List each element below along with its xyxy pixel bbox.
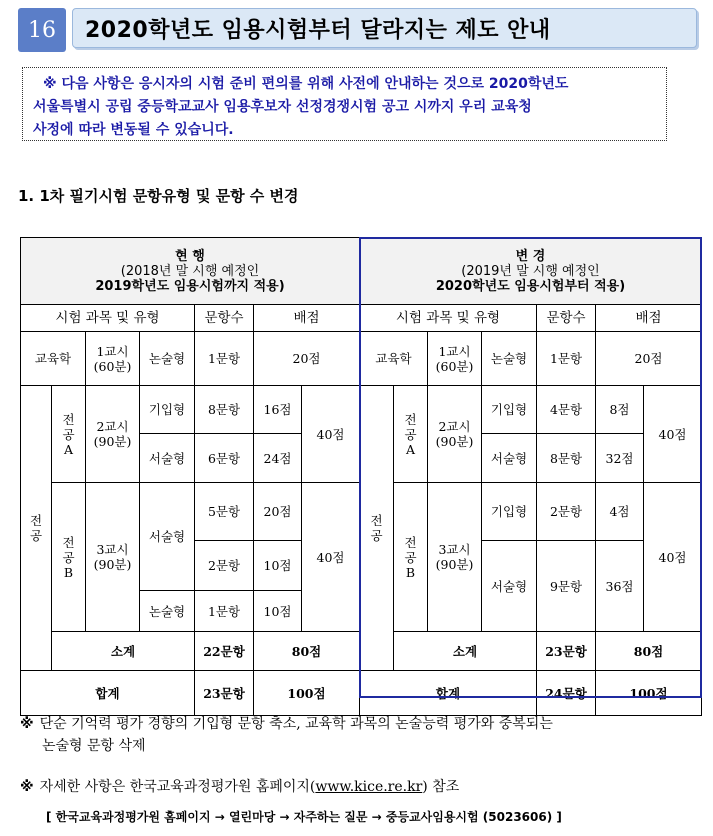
changed-total-score: 100점: [596, 671, 702, 716]
current-edu-count: 1문항: [195, 332, 254, 386]
navigation-path: [ 한국교육과정평가원 홈페이지 → 열린마당 → 자주하는 질문 → 중등교사임용시험 (5023606) ]: [46, 810, 562, 824]
kice-website-link[interactable]: www.kice.re.kr: [315, 779, 423, 795]
changed-major-b: 전 공 B: [394, 483, 428, 632]
current-total-score: 100점: [254, 671, 360, 716]
changed-period-a: [428, 386, 482, 483]
current-subtitle-1: (2018년 말 시행 예정인: [120, 263, 260, 279]
notice-line-1: ※ 다음 사항은 응시자의 시험 준비 편의를 위해 사전에 안내하는 것으로 2020학년도: [43, 76, 569, 92]
changed-edu-time: (60분): [435, 358, 474, 374]
current-time-a: (90분): [93, 434, 132, 449]
changed-edu-period-label: 1교시: [438, 343, 471, 359]
changed-subtotal-label: 소계: [394, 632, 537, 671]
changed-time-b: (90분): [435, 557, 474, 572]
current-b-count-1b: 2문항: [195, 541, 254, 591]
comparison-table: [20, 237, 702, 716]
changed-a-count-2: 8문항: [537, 434, 596, 483]
changed-subtitle-2: 2020학년도 임용시험부터 적용): [435, 278, 626, 294]
changed-time-a: (90분): [435, 434, 474, 449]
current-b-score-2: 10점: [254, 591, 302, 632]
current-a-score-1: 16점: [254, 386, 302, 434]
changed-title: 변 경: [515, 248, 546, 264]
changed-b-count-1: 2문항: [537, 483, 596, 541]
changed-a-score-1: 8점: [596, 386, 644, 434]
current-period-a-label: 2교시: [96, 419, 129, 434]
current-edu-subject: 교육학: [21, 332, 86, 386]
current-edu-period-label: 1교시: [96, 343, 129, 359]
current-b-score-1b: 10점: [254, 541, 302, 591]
changed-major-a: 전 공 A: [394, 386, 428, 483]
notice-box: [22, 67, 667, 141]
current-edu-period: [86, 332, 140, 386]
changed-period-b: [428, 483, 482, 632]
current-total-label: 합계: [21, 671, 195, 716]
changed-edu-score: 20점: [596, 332, 702, 386]
changed-a-type-1: 기입형: [482, 386, 537, 434]
note-2-mark: ※: [20, 779, 34, 795]
current-a-type-1: 기입형: [140, 386, 195, 434]
current-subtotal-score: 80점: [254, 632, 360, 671]
changed-edu-type: 논술형: [482, 332, 537, 386]
current-header: [21, 238, 360, 305]
changed-edu-subject: 교육학: [360, 332, 428, 386]
current-col-count: 문항수: [195, 305, 254, 332]
current-edu-type: 논술형: [140, 332, 195, 386]
current-title: 현 행: [175, 248, 205, 264]
changed-major: 전 공: [360, 386, 394, 671]
current-a-count-2: 6문항: [195, 434, 254, 483]
current-b-type-2: 논술형: [140, 591, 195, 632]
current-total-count: 23문항: [195, 671, 254, 716]
current-col-subject: 시험 과목 및 유형: [21, 305, 195, 332]
section-header: [18, 8, 699, 52]
current-major-a: 전 공 A: [52, 386, 86, 483]
current-subtotal-count: 22문항: [195, 632, 254, 671]
current-a-count-1: 8문항: [195, 386, 254, 434]
note-1: [20, 713, 553, 757]
changed-a-score-2: 32점: [596, 434, 644, 483]
current-time-b: (90분): [93, 557, 132, 572]
page-title: 2020학년도 임용시험부터 달라지는 제도 안내: [72, 8, 697, 48]
current-a-total: 40점: [302, 386, 360, 483]
current-b-score-1a: 20점: [254, 483, 302, 541]
current-b-total: 40점: [302, 483, 360, 632]
current-a-score-2: 24점: [254, 434, 302, 483]
note-1-line-2: 논술형 문항 삭제: [42, 738, 146, 754]
section-heading: 1. 1차 필기시험 문항유형 및 문항 수 변경: [18, 187, 299, 205]
changed-b-score-2: 36점: [596, 541, 644, 632]
changed-b-type-1: 기입형: [482, 483, 537, 541]
changed-a-type-2: 서술형: [482, 434, 537, 483]
note-2-prefix: 자세한 사항은 한국교육과정평가원 홈페이지(: [39, 779, 316, 795]
current-b-count-2: 1문항: [195, 591, 254, 632]
notice-line-3: 사정에 따라 변동될 수 있습니다.: [33, 122, 234, 138]
note-2-suffix: ) 참조: [422, 779, 460, 795]
current-subtitle-2: 2019학년도 임용시험까지 적용): [95, 278, 285, 294]
changed-edu-period: [428, 332, 482, 386]
changed-col-subject: 시험 과목 및 유형: [360, 305, 537, 332]
changed-col-count: 문항수: [537, 305, 596, 332]
current-period-a: [86, 386, 140, 483]
current-major-b: 전 공 B: [52, 483, 86, 632]
current-a-type-2: 서술형: [140, 434, 195, 483]
current-period-b: [86, 483, 140, 632]
changed-b-type-2: 서술형: [482, 541, 537, 632]
current-edu-time: (60분): [93, 358, 132, 374]
current-edu-score: 20점: [254, 332, 360, 386]
current-b-count-1a: 5문항: [195, 483, 254, 541]
current-b-type-1: 서술형: [140, 483, 195, 591]
note-2: [20, 776, 459, 798]
changed-total-label: 합계: [360, 671, 537, 716]
changed-subtotal-count: 23문항: [537, 632, 596, 671]
changed-a-count-1: 4문항: [537, 386, 596, 434]
changed-b-total: 40점: [644, 483, 702, 632]
note-1-mark: ※: [20, 716, 34, 732]
current-period-b-label: 3교시: [96, 542, 129, 557]
changed-subtotal-score: 80점: [596, 632, 702, 671]
section-number-badge: 16: [18, 8, 66, 52]
changed-a-total: 40점: [644, 386, 702, 483]
changed-b-count-2: 9문항: [537, 541, 596, 632]
note-1-line-1: 단순 기억력 평가 경향의 기입형 문항 축소, 교육학 과목의 논술능력 평가와 중복되는: [39, 716, 553, 732]
current-col-score: 배점: [254, 305, 360, 332]
notice-line-2: 서울특별시 공립 중등학교교사 임용후보자 선정경쟁시험 공고 시까지 우리 교육청: [33, 99, 532, 115]
current-major: 전 공: [21, 386, 52, 671]
changed-period-a-label: 2교시: [438, 419, 471, 434]
changed-edu-count: 1문항: [537, 332, 596, 386]
changed-col-score: 배점: [596, 305, 702, 332]
changed-b-score-1: 4점: [596, 483, 644, 541]
changed-header: [360, 238, 702, 305]
current-subtotal-label: 소계: [52, 632, 195, 671]
changed-total-count: 24문항: [537, 671, 596, 716]
changed-subtitle-1: (2019년 말 시행 예정인: [461, 263, 600, 279]
changed-period-b-label: 3교시: [438, 542, 471, 557]
